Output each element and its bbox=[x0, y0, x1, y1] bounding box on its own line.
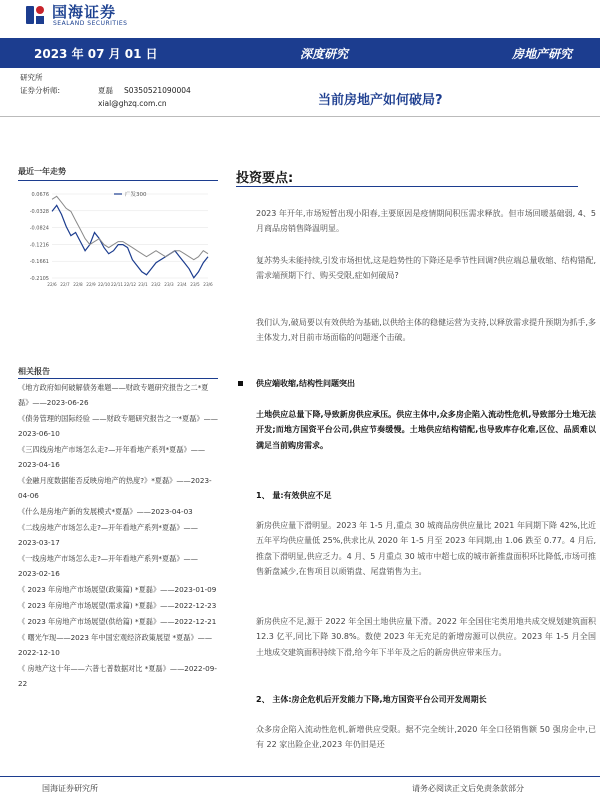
brand-logo bbox=[24, 3, 127, 27]
related-report-item[interactable]: 《三四线房地产市场怎么走?—开年看地产系列*夏磊》——2023-04-16 bbox=[18, 445, 206, 469]
chart-x-ticks bbox=[47, 282, 213, 287]
logo-mark-icon bbox=[24, 3, 48, 27]
paragraph-1: 2023 年开年,市场短暂出现小阳春,主要原因是疫情期间积压需求释放。但市场回暖基础弱, 4、5 月商品房销售降温明显。 bbox=[256, 209, 596, 234]
y-tick-label: -0.1216 bbox=[29, 242, 49, 249]
footer-right: 请务必阅读正文后免责条款部分 bbox=[412, 784, 524, 793]
paragraph-7: 众多房企陷入流动性危机,新增供应受限。据不完全统计,2020 年全口径销售额 50 强房企中,已有 22 家出险企业,2023 年仍旧是还 bbox=[256, 725, 596, 750]
analyst-email[interactable]: xial@ghzq.com.cn bbox=[98, 99, 167, 108]
header-band bbox=[0, 38, 600, 68]
y-tick-label: -0.0824 bbox=[29, 225, 49, 232]
related-report-item[interactable]: 《二线房地产市场怎么走?—开年看地产系列*夏磊》——2023-03-17 bbox=[18, 523, 198, 547]
brand-name-en: SEALAND SECURITIES bbox=[53, 19, 128, 27]
subheading-2: 2、 主体:房企危机后开发能力下降,地方国资平台公司开发周期长 bbox=[256, 695, 487, 704]
bullet-square-icon bbox=[238, 381, 243, 386]
trend-chart bbox=[18, 184, 218, 294]
institute-label: 研究所 bbox=[20, 73, 43, 82]
report-type: 深度研究 bbox=[300, 46, 349, 61]
chart-y-ticks bbox=[30, 192, 49, 282]
x-tick-label: 22/6 bbox=[47, 282, 57, 287]
related-report-item[interactable]: 《 房地产这十年——六普七普数据对比 *夏磊》——2022-09-22 bbox=[18, 664, 217, 688]
x-tick-label: 22/10 bbox=[97, 282, 111, 287]
trend-divider bbox=[18, 180, 218, 181]
x-tick-label: 22/8 bbox=[73, 282, 83, 287]
paragraph-6: 新房供应不足,源于 2022 年全国土地供应量下滑。2022 年全国住宅类用地共成交规划建筑面积 12.3 亿平,同比下降 30.8%。数使 2023 年无充足的新增房源可以供应。2023 年 1-5 月全国土地成交建筑面积持续下滑,给今年下半年及之后的新房供应带来压力。 bbox=[256, 617, 596, 657]
report-sector: 房地产研究 bbox=[512, 46, 573, 61]
paragraph-4: 土地供应总量下降,导致新房供应承压。供应主体中,众多房企陷入流动性危机,导致部分土地无法开发;而地方国资平台公司,供应节奏缓慢。土地供应结构错配,也导致库存化难,区位、品质难以满足当前购房需求。 bbox=[256, 410, 596, 450]
x-tick-label: 22/7 bbox=[60, 282, 70, 287]
related-report-item[interactable]: 《 2023 年房地产市场展望(供给篇) *夏磊》——2022-12-21 bbox=[18, 617, 217, 626]
related-report-item[interactable]: 《金融月度数据能否反映房地产的热度?》*夏磊》——2023-04-06 bbox=[18, 476, 212, 500]
y-tick-label: 0.0676 bbox=[31, 192, 49, 198]
related-report-item[interactable]: 《什么是房地产新的发展模式*夏磊》——2023-04-03 bbox=[18, 507, 193, 516]
related-divider bbox=[18, 378, 218, 379]
footer-left: 国海证券研究所 bbox=[42, 784, 98, 793]
x-tick-label: 23/4 bbox=[177, 282, 187, 287]
x-tick-label: 22/9 bbox=[86, 282, 96, 287]
chart-gridlines bbox=[52, 194, 208, 278]
related-report-item[interactable]: 《一线房地产市场怎么走?—开年看地产系列*夏磊》——2023-02-16 bbox=[18, 554, 198, 578]
related-report-item[interactable]: 《地方政府如何破解债务难题——财政专题研究报告之二*夏磊》——2023-06-26 bbox=[18, 383, 209, 407]
page-title: 当前房地产如何破局? bbox=[318, 93, 443, 108]
analyst-name: 夏磊 bbox=[98, 86, 113, 95]
x-tick-label: 22/11 bbox=[110, 282, 124, 287]
related-report-item[interactable]: 《 2023 年房地产市场展望(需求篇) *夏磊》——2022-12-23 bbox=[18, 601, 217, 610]
related-report-list bbox=[18, 380, 218, 692]
related-report-item[interactable]: 《 2023 年房地产市场展望(政策篇) *夏磊》——2023-01-09 bbox=[18, 585, 217, 594]
x-tick-label: 23/5 bbox=[190, 282, 200, 287]
series-line-1 bbox=[52, 196, 208, 259]
related-report-item[interactable]: 《债务管理的国际经验 ——财政专题研究报告之一*夏磊》——2023-06-10 bbox=[18, 414, 218, 438]
bullet-heading: 供应端收缩,结构性问题突出 bbox=[256, 379, 356, 388]
paragraph-3: 我们认为,破局要以有效供给为基础,以供给主体的稳健运营为支持,以释放需求提升预期为抓手,多主体发力,对目前市场面临的问题逐个击破。 bbox=[256, 318, 596, 343]
analyst-id: S0350521090004 bbox=[124, 86, 191, 95]
series-line-0 bbox=[52, 205, 208, 277]
key-points-heading: 投资要点: bbox=[236, 171, 294, 186]
x-tick-label: 23/1 bbox=[138, 282, 148, 287]
trend-label: 最近一年走势 bbox=[18, 167, 66, 176]
x-tick-label: 23/2 bbox=[151, 282, 161, 287]
paragraph-5: 新房供应量下滑明显。2023 年 1-5 月,重点 30 城商品房供应量比 2021 年同期下降 42%,比近五年平均供应量低 25%,供求比从 2020 年 1-5 月至 2023 年同期,由 1.06 跌至 0.77。4 月后,推盘下滑明显,供应乏力。4 月、5 月重点 30 城市中超七成的城市新推盘面积环比降低,市场可推售新盘减少,在售项目以顽销盘、尾盘销售为主。 bbox=[256, 521, 596, 577]
key-points-divider bbox=[236, 186, 578, 187]
analyst-label: 证券分析师: bbox=[20, 86, 61, 95]
x-tick-label: 22/12 bbox=[123, 282, 137, 287]
x-tick-label: 23/6 bbox=[203, 282, 213, 287]
y-tick-label: -0.0328 bbox=[29, 208, 49, 215]
title-divider bbox=[0, 116, 600, 117]
brand-name-cn: 国海证券 bbox=[52, 2, 117, 21]
x-tick-label: 23/3 bbox=[164, 282, 174, 287]
paragraph-2: 复苏势头未能持续,引发市场担忧,这是趋势性的下降还是季节性回调?供应端总量收缩、结构错配,需求端预期下行、购买受限,症如何破局? bbox=[256, 256, 596, 281]
report-date: 2023 年 07 月 01 日 bbox=[34, 46, 158, 61]
y-tick-label: -0.2105 bbox=[29, 276, 49, 282]
footer-divider bbox=[0, 776, 600, 777]
related-label: 相关报告 bbox=[18, 367, 50, 376]
related-report-item[interactable]: 《 曙光乍现——2023 年中国宏观经济政策展望 *夏磊》——2022-12-10 bbox=[18, 633, 213, 657]
legend-label: 广发300 bbox=[125, 192, 147, 198]
y-tick-label: -0.1661 bbox=[29, 259, 49, 266]
subheading-1: 1、 量:有效供应不足 bbox=[256, 491, 332, 500]
